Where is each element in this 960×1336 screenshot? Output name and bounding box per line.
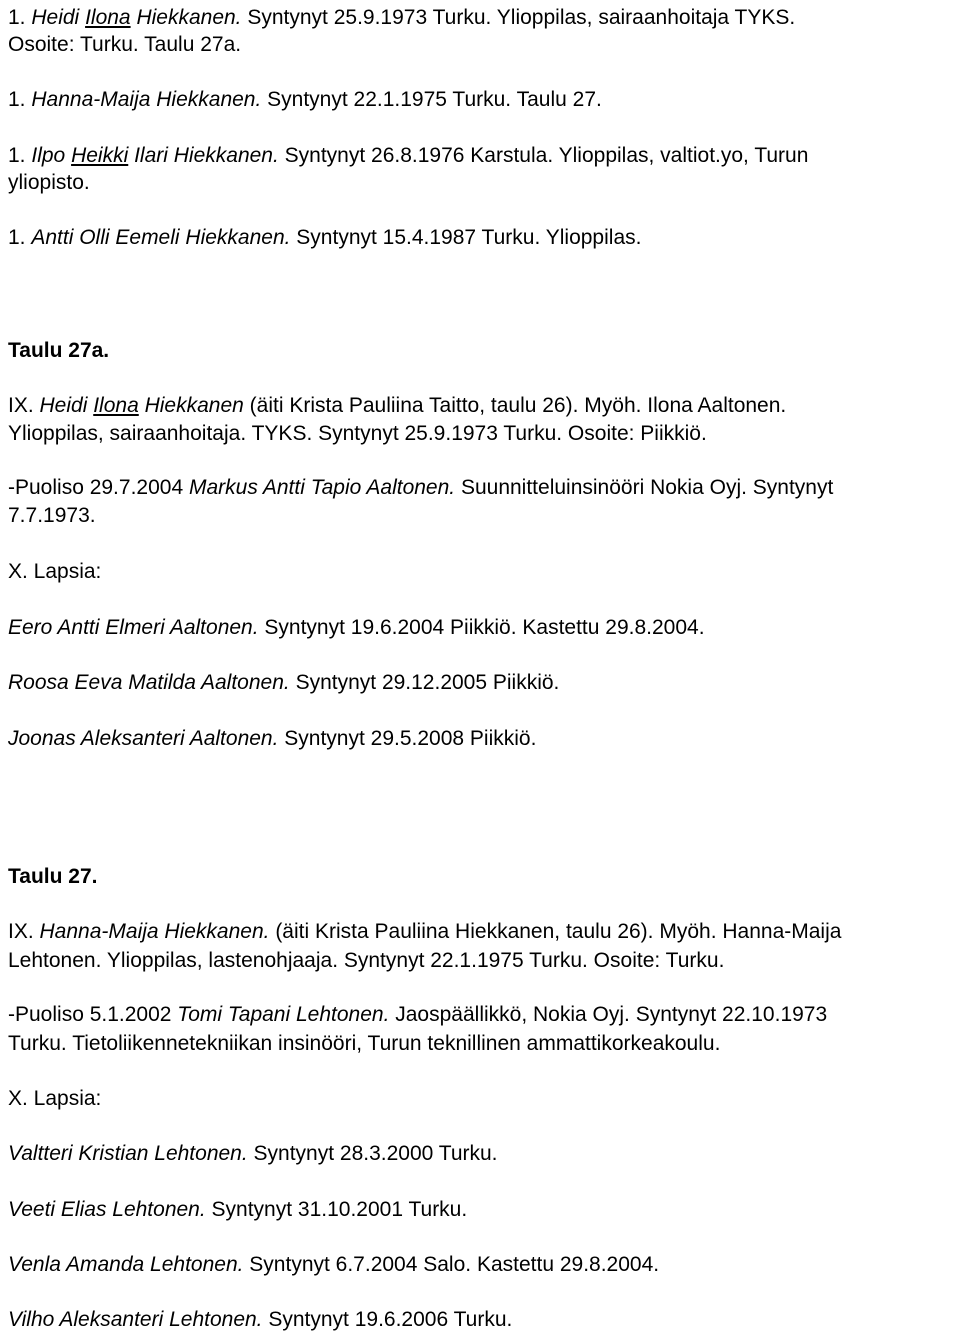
section-27a-spouse-line1: -Puoliso 29.7.2004 Markus Antti Tapio Aaltonen. Suunnitteluinsinööri Nokia Oyj. Syntynyt (8, 476, 834, 499)
top-entry-heidi-line2: Osoite: Turku. Taulu 27a. (8, 33, 242, 56)
top-entry-hanna-maija: 1. Hanna-Maija Hiekkanen. Syntynyt 22.1.1975 Turku. Taulu 27. (8, 88, 602, 111)
section-27-child: Venla Amanda Lehtonen. Syntynyt 6.7.2004 Salo. Kastettu 29.8.2004. (8, 1253, 660, 1276)
section-27a-person-line2: Ylioppilas, sairaanhoitaja. TYKS. Syntynyt 25.9.1973 Turku. Osoite: Piikkiö. (8, 422, 707, 445)
section-27-person-line1: IX. Hanna-Maija Hiekkanen. (äiti Krista Pauliina Hiekkanen, taulu 26). Myöh. Hanna-Maija (8, 920, 842, 943)
section-27a-children-heading: X. Lapsia: (8, 560, 102, 583)
section-27a-child: Roosa Eeva Matilda Aaltonen. Syntynyt 29.12.2005 Piikkiö. (8, 671, 560, 694)
section-27-title: Taulu 27. (8, 865, 98, 888)
section-27-spouse-line1: -Puoliso 5.1.2002 Tomi Tapani Lehtonen. Jaospäällikkö, Nokia Oyj. Syntynyt 22.10.1973 (8, 1003, 828, 1026)
top-entry-ilpo-line2: yliopisto. (8, 171, 90, 194)
section-27a-spouse-line2: 7.7.1973. (8, 504, 96, 527)
section-27-child: Vilho Aleksanteri Lehtonen. Syntynyt 19.6.2006 Turku. (8, 1308, 513, 1331)
section-27-children-heading: X. Lapsia: (8, 1087, 102, 1110)
section-27a-child: Eero Antti Elmeri Aaltonen. Syntynyt 19.6.2004 Piikkiö. Kastettu 29.8.2004. (8, 616, 705, 639)
top-entry-antti: 1. Antti Olli Eemeli Hiekkanen. Syntynyt 15.4.1987 Turku. Ylioppilas. (8, 226, 642, 249)
top-entry-ilpo-line1: 1. Ilpo Heikki Ilari Hiekkanen. Syntynyt 26.8.1976 Karstula. Ylioppilas, valtiot.yo, Turun (8, 144, 809, 167)
section-27-child: Valtteri Kristian Lehtonen. Syntynyt 28.3.2000 Turku. (8, 1142, 498, 1165)
section-27-spouse-line2: Turku. Tietoliikennetekniikan insinööri, Turun teknillinen ammattikorkeakoulu. (8, 1032, 721, 1055)
section-27a-child: Joonas Aleksanteri Aaltonen. Syntynyt 29.5.2008 Piikkiö. (8, 727, 537, 750)
section-27-person-line2: Lehtonen. Ylioppilas, lastenohjaaja. Syntynyt 22.1.1975 Turku. Osoite: Turku. (8, 949, 725, 972)
top-entry-heidi-line1: 1. Heidi Ilona Hiekkanen. Syntynyt 25.9.1973 Turku. Ylioppilas, sairaanhoitaja TYKS. (8, 6, 796, 29)
section-27-child: Veeti Elias Lehtonen. Syntynyt 31.10.2001 Turku. (8, 1198, 468, 1221)
section-27a-title: Taulu 27a. (8, 339, 110, 362)
section-27a-person-line1: IX. Heidi Ilona Hiekkanen (äiti Krista Pauliina Taitto, taulu 26). Myöh. Ilona Aaltonen. (8, 394, 787, 417)
